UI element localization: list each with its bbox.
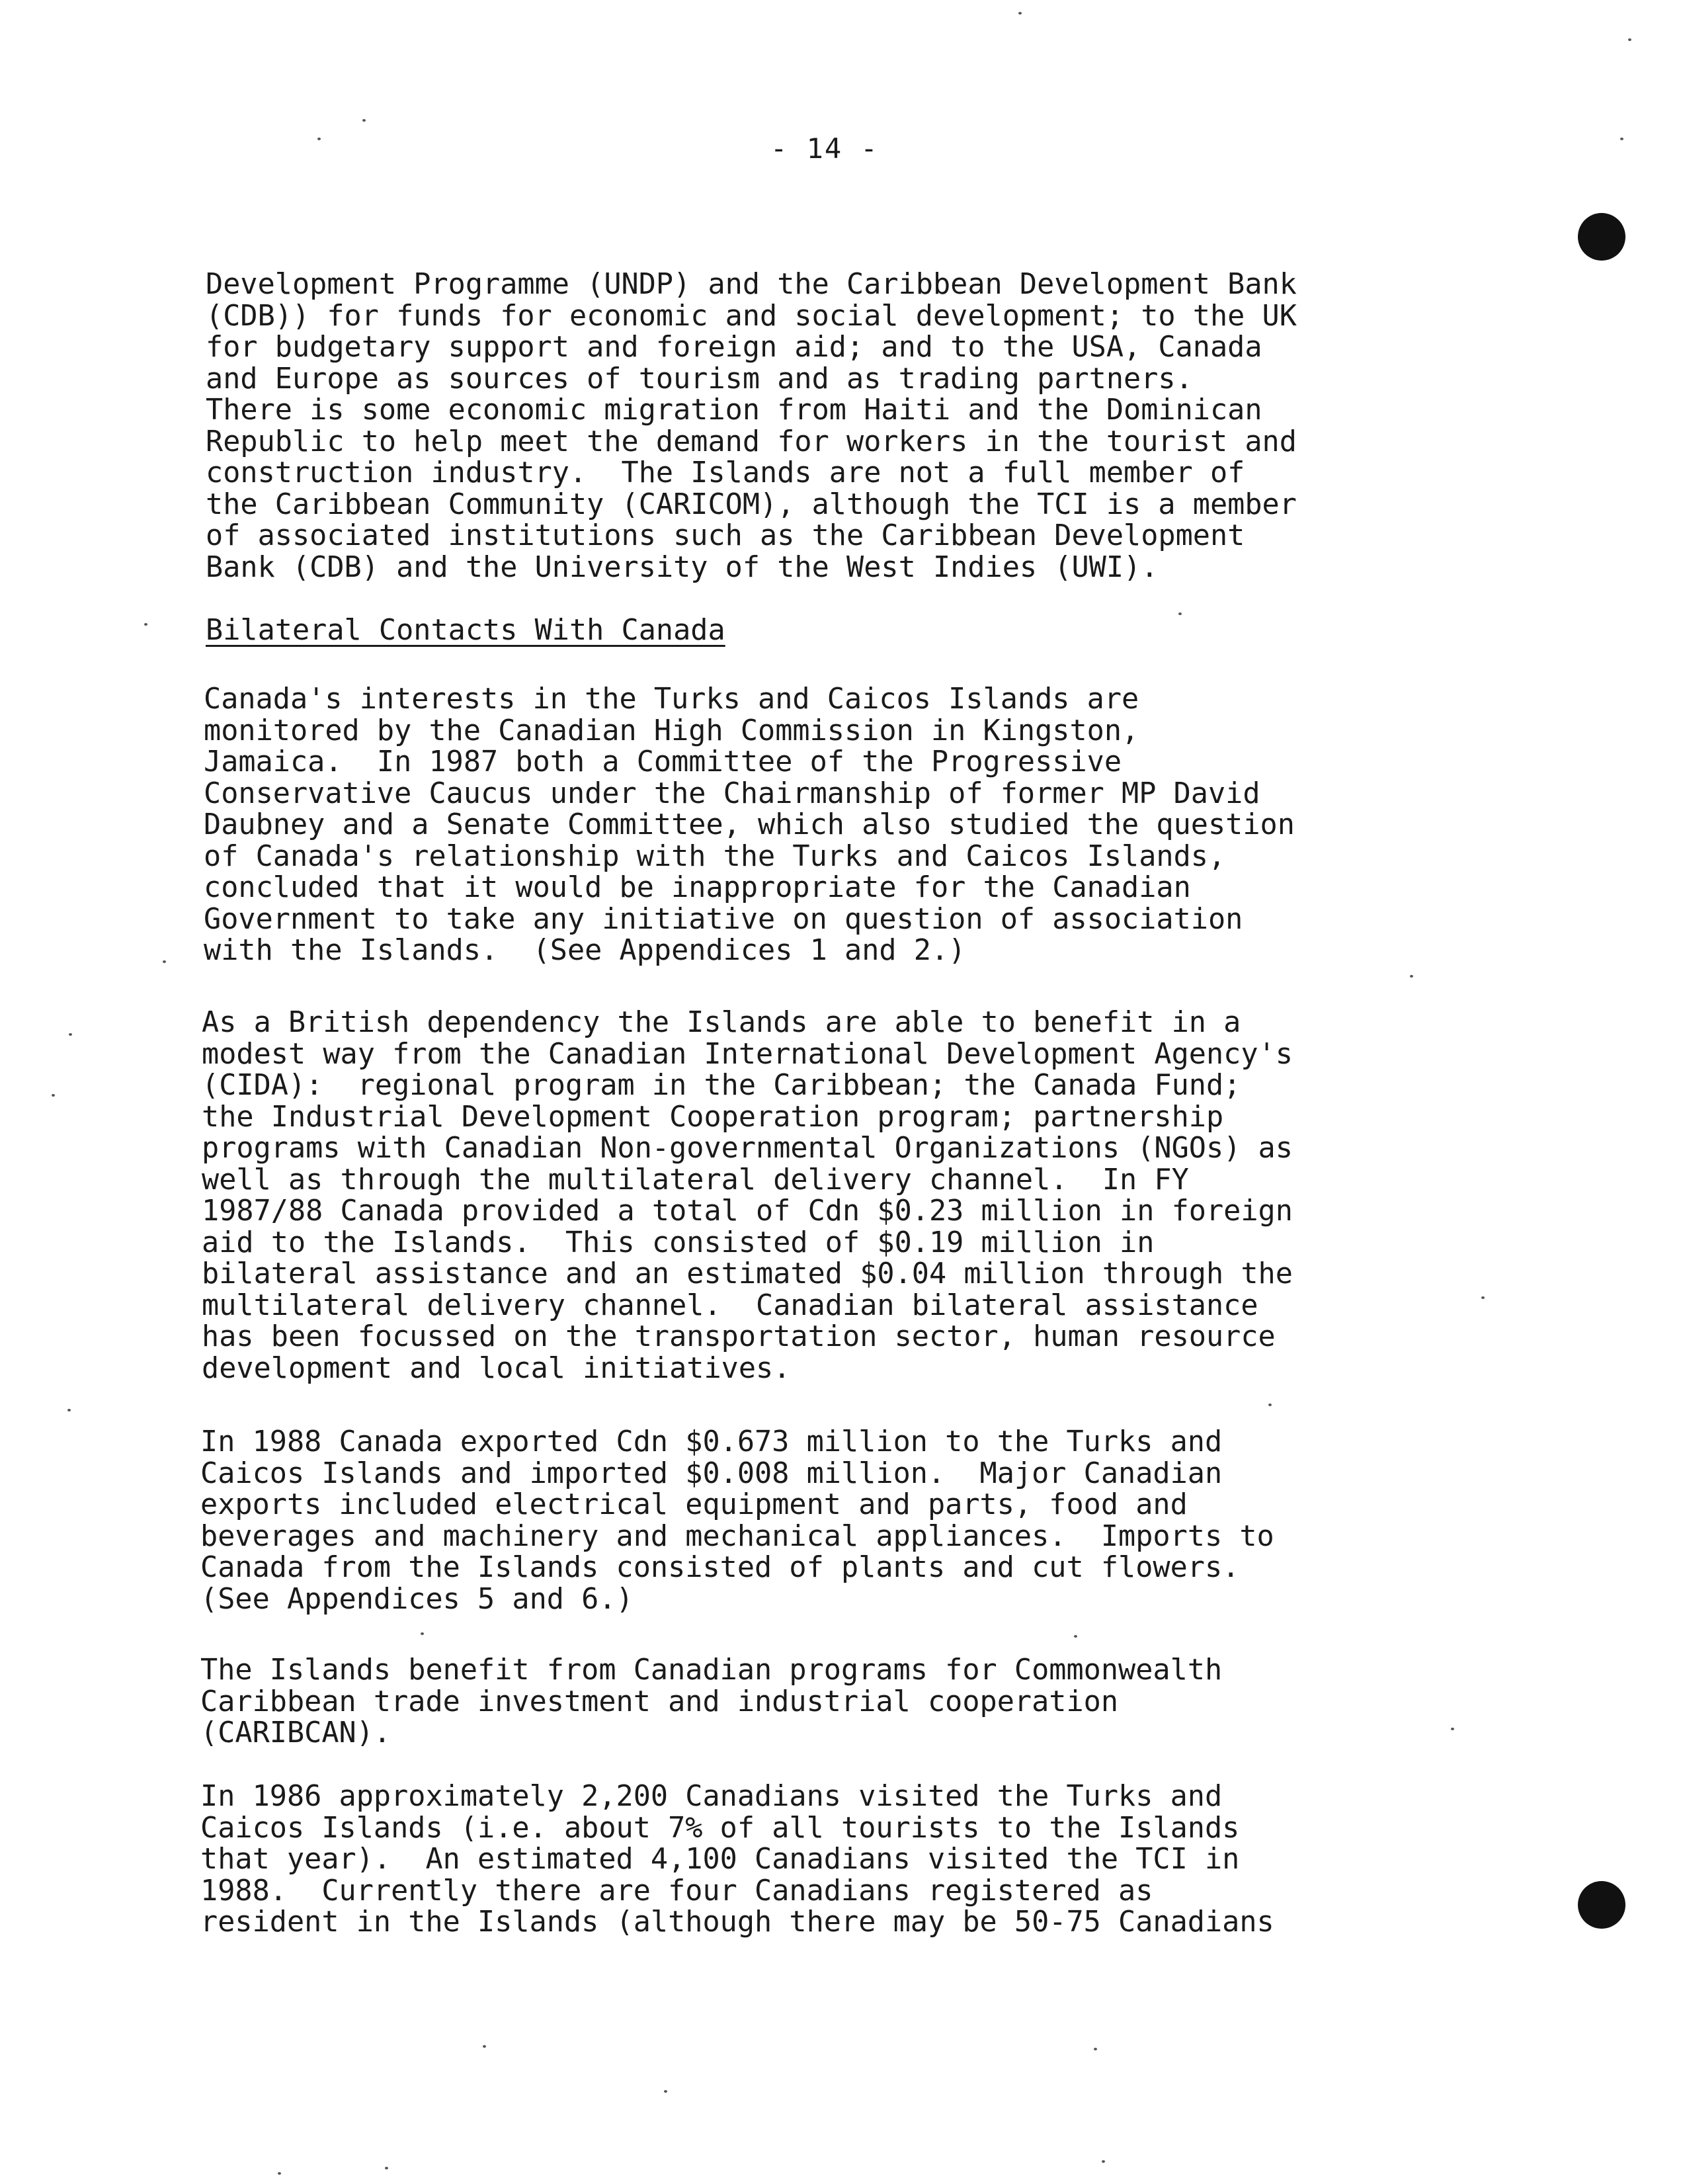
paragraph-canada-interests <box>204 684 1460 967</box>
scan-speck <box>1410 975 1413 978</box>
text-line: (CIDA): regional program in the Caribbean; the Canada Fund; <box>202 1069 1241 1102</box>
scan-speck <box>1178 612 1182 615</box>
text-line: of Canada's relationship with the Turks and Caicos Islands, <box>204 839 1226 873</box>
scan-speck <box>69 1033 72 1036</box>
punch-hole-bottom <box>1578 1881 1625 1929</box>
paragraph-cida-assistance <box>202 1007 1458 1384</box>
text-line: (See Appendices 5 and 6.) <box>200 1582 634 1616</box>
text-line: Jamaica. In 1987 both a Committee of the Progressive <box>204 745 1122 778</box>
scan-speck <box>67 1409 71 1411</box>
scan-speck <box>278 2172 281 2175</box>
scan-speck <box>1074 1635 1077 1638</box>
text-line: programs with Canadian Non-governmental Organizations (NGOs) as <box>202 1132 1293 1165</box>
text-line: Caicos Islands and imported $0.008 million. Major Canadian <box>200 1456 1223 1490</box>
scan-speck <box>317 138 321 140</box>
text-line: In 1988 Canada exported Cdn $0.673 million to the Turks and <box>200 1425 1223 1458</box>
scan-speck <box>1628 38 1631 41</box>
text-line: well as through the multilateral delivery channel. In FY <box>202 1163 1189 1197</box>
text-line: construction industry. The Islands are not a full member of <box>206 456 1245 489</box>
text-line: Caribbean trade investment and industrial cooperation <box>200 1685 1119 1718</box>
scan-speck <box>144 623 147 626</box>
text-line: multilateral delivery channel. Canadian bilateral assistance <box>202 1288 1258 1322</box>
text-line: modest way from the Canadian International Development Agency's <box>202 1037 1293 1071</box>
text-line: has been focussed on the transportation sector, human resource <box>202 1320 1276 1353</box>
text-line: 1988. Currently there are four Canadians registered as <box>200 1874 1153 1908</box>
text-line: Canada's interests in the Turks and Caicos Islands are <box>204 683 1139 716</box>
text-line: Conservative Caucus under the Chairmanship of former MP David <box>204 777 1260 810</box>
text-line: development and local initiatives. <box>202 1351 791 1385</box>
text-line: Daubney and a Senate Committee, which also studied the question <box>204 808 1295 841</box>
text-line: resident in the Islands (although there may be 50-75 Canadians <box>200 1906 1274 1939</box>
text-line: Government to take any initiative on question of association <box>204 902 1243 936</box>
scan-speck <box>421 1632 424 1635</box>
text-line: Development Programme (UNDP) and the Caribbean Development Bank <box>206 268 1297 301</box>
text-line: monitored by the Canadian High Commission in Kingston, <box>204 714 1139 747</box>
scan-speck <box>664 2090 667 2093</box>
text-line: In 1986 approximately 2,200 Canadians visited the Turks and <box>200 1780 1223 1813</box>
text-line: There is some economic migration from Haiti and the Dominican <box>206 394 1262 427</box>
text-line: for budgetary support and foreign aid; and to the USA, Canada <box>206 331 1262 364</box>
scan-speck <box>1094 2048 1097 2050</box>
text-line: beverages and machinery and mechanical appliances. Imports to <box>200 1519 1274 1553</box>
text-line: 1987/88 Canada provided a total of Cdn $0.23 million in foreign <box>202 1195 1293 1228</box>
text-line: that year). An estimated 4,100 Canadians visited the TCI in <box>200 1843 1240 1876</box>
section-heading: Bilateral Contacts With Canada <box>206 614 725 647</box>
text-line: of associated institutions such as the Caribbean Development <box>206 519 1245 552</box>
text-line: (CARIBCAN). <box>200 1716 391 1749</box>
scan-speck <box>483 2045 486 2048</box>
paragraph-intro-continuation <box>206 269 1462 583</box>
text-line: The Islands benefit from Canadian programs for Commonwealth <box>200 1654 1223 1687</box>
text-line: the Industrial Development Cooperation program; partnership <box>202 1100 1224 1134</box>
text-line: Republic to help meet the demand for workers in the tourist and <box>206 425 1297 458</box>
scan-speck <box>362 119 366 122</box>
text-line: aid to the Islands. This consisted of $0.19 million in <box>202 1226 1155 1259</box>
text-line: bilateral assistance and an estimated $0.04 million through the <box>202 1257 1293 1290</box>
scan-speck <box>1481 1296 1485 1299</box>
text-line: and Europe as sources of tourism and as trading partners. <box>206 362 1193 396</box>
paragraph-caribcan <box>200 1655 1457 1749</box>
text-line: the Caribbean Community (CARICOM), although the TCI is a member <box>206 487 1297 521</box>
paragraph-tourism <box>200 1781 1457 1939</box>
text-line: concluded that it would be inappropriate for the Canadian <box>204 871 1191 904</box>
scan-speck <box>163 960 166 963</box>
scan-speck <box>52 1094 55 1097</box>
paragraph-trade <box>200 1427 1457 1615</box>
page-number: - 14 - <box>770 132 879 165</box>
scan-speck <box>385 2167 388 2169</box>
scan-speck <box>1102 2160 1105 2163</box>
scan-speck <box>1620 138 1623 140</box>
text-line: Bank (CDB) and the University of the West Indies (UWI). <box>206 550 1159 584</box>
scan-speck <box>1018 12 1022 15</box>
text-line: exports included electrical equipment and parts, food and <box>200 1488 1188 1521</box>
text-line: with the Islands. (See Appendices 1 and 2.) <box>204 934 966 967</box>
scan-speck <box>1268 1404 1272 1406</box>
text-line: Canada from the Islands consisted of plants and cut flowers. <box>200 1551 1240 1584</box>
punch-hole-top <box>1578 213 1625 261</box>
text-line: As a British dependency the Islands are able to benefit in a <box>202 1006 1241 1039</box>
text-line: Caicos Islands (i.e. about 7% of all tourists to the Islands <box>200 1811 1240 1845</box>
text-line: (CDB)) for funds for economic and social development; to the UK <box>206 299 1297 333</box>
